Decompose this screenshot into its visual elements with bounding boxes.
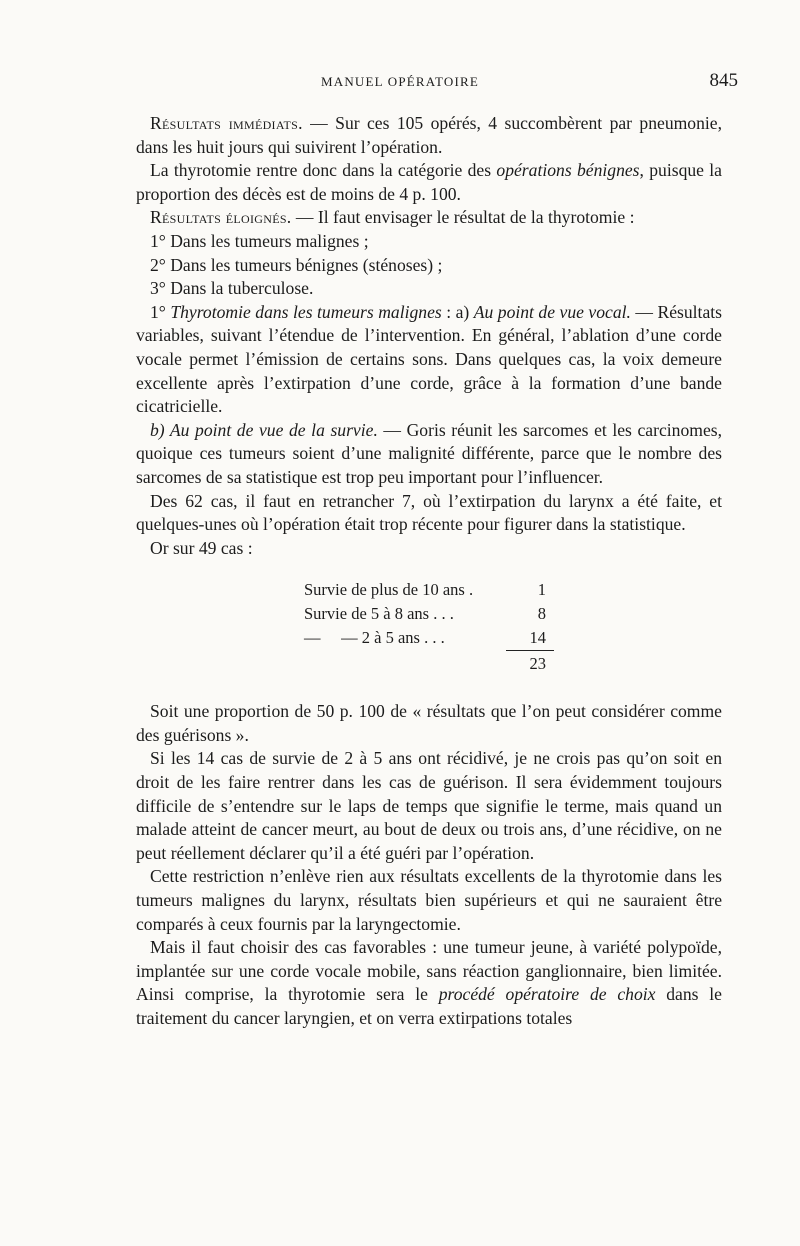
running-title: MANUEL OPÉRATOIRE	[321, 74, 479, 89]
survival-table	[136, 578, 722, 676]
total-value: 23	[529, 654, 546, 674]
paragraph-recidive: Si les 14 cas de survie de 2 à 5 ans ont récidivé, je ne crois pas qu’on soit en droit de les faire rentrer dans les cas de guérison. Il sera évidemment toujours difficile de s’entendre sur le laps de temps que signifie le terme, mais quand un malade atteint de cancer meurt, au bout de deux ou trois ans, d’une récidive, on ne peut réellement déclarer qu’il a été guéri par l’opération.	[136, 748, 722, 863]
italic-subheading-vocal: Au point de vue vocal.	[473, 301, 631, 322]
list-number: 1°	[150, 301, 171, 322]
paragraph-text: — Sur ces 105 opérés, 4 succombèrent par pneumonie, dans les huit jours qui suivirent l’opération.	[136, 113, 722, 157]
paragraph-text: — Résultats variables, suivant l’étendue de l’intervention. En général, l’ablation d’une corde vocale permet l’émission de certains sons. Dans quelques cas, la voix demeure excellente après l’extirpation d’une corde, grâce à la formation d’une bande cicatricielle.	[136, 301, 722, 417]
row-label: — — 2 à 5 ans . . .	[304, 628, 445, 648]
paragraph-text: Mais il faut choisir des cas favorables : une tumeur jeune, à variété polypoïde, implantée sur une corde vocale mobile, sans réaction ganglionnaire, bien limitée. Ainsi comprise, la thyrotomie sera le	[136, 937, 722, 1005]
body-text	[136, 112, 722, 1031]
section-heading-distant: Résultats éloignés.	[150, 207, 292, 228]
section-heading-immediate: Résultats immédiats.	[150, 113, 303, 133]
table-row	[136, 602, 722, 626]
paragraph-text: La thyrotomie rentre donc dans la catégorie des	[150, 160, 497, 181]
sum-rule-line	[506, 650, 554, 651]
row-label: Survie de plus de 10 ans .	[304, 580, 474, 600]
paragraph-restriction: Cette restriction n’enlève rien aux résultats excellents de la thyrotomie dans les tumeurs malignes du larynx, résultats bien supérieurs et qui ne sauraient être comparés à ceux fournis par la laryngectomie.	[136, 866, 722, 934]
row-value: 14	[529, 628, 546, 648]
italic-subheading-survival: b) Au point de vue de la survie.	[150, 419, 378, 440]
paragraph-immediate-results	[136, 112, 722, 159]
paragraph-text: dans le traitement du cancer laryngien, et on verra extirpations totales	[136, 984, 722, 1028]
italic-subheading: Thyrotomie dans les tumeurs malignes	[170, 301, 442, 322]
italic-emphasis: opérations bénignes	[496, 160, 640, 181]
table-row	[136, 626, 722, 650]
paragraph-favorable-cases	[136, 936, 722, 1030]
row-label: Survie de 5 à 8 ans . . .	[304, 604, 454, 624]
row-value: 8	[537, 604, 546, 624]
paragraph-distant-results	[136, 206, 722, 230]
list-item-benign: 2° Dans les tumeurs bénignes (sténoses) ;	[150, 254, 443, 275]
running-head	[0, 70, 800, 98]
paragraph-proportion: Soit une proportion de 50 p. 100 de « résultats que l’on peut considérer comme des guérisons ».	[136, 701, 722, 745]
paragraph-vocal	[136, 301, 722, 419]
paragraph-text: , puisque la proportion des décès est de moins de 4 p. 100.	[136, 160, 722, 204]
table-row	[136, 578, 722, 602]
paragraph-62-cases: Des 62 cas, il faut en retrancher 7, où l’extirpation du larynx a été faite, et quelques-unes où l’opération était trop récente pour figurer dans la statistique.	[136, 490, 722, 535]
row-value: 1	[537, 580, 546, 600]
paragraph-text: — Il faut envisager le résultat de la thyrotomie :	[291, 207, 635, 228]
paragraph-49-cases: Or sur 49 cas :	[150, 537, 253, 558]
list-item-tuberculosis: 3° Dans la tuberculose.	[150, 278, 314, 299]
paragraph-text: : a)	[441, 301, 474, 322]
paragraph-survival	[136, 419, 722, 490]
list-item-malignant: 1° Dans les tumeurs malignes ;	[150, 230, 369, 251]
paragraph-text: — Goris réunit les sarcomes et les carcinomes, quoique ces tumeurs soient d’une malignité différente, parce que le nombre des sarcomes de sa statistique est trop peu important pour l’influencer.	[136, 419, 722, 487]
paragraph-benign	[136, 159, 722, 206]
italic-emphasis-choice: procédé opératoire de choix	[438, 984, 656, 1005]
total-row	[136, 652, 722, 676]
page-number: 845	[709, 70, 738, 91]
